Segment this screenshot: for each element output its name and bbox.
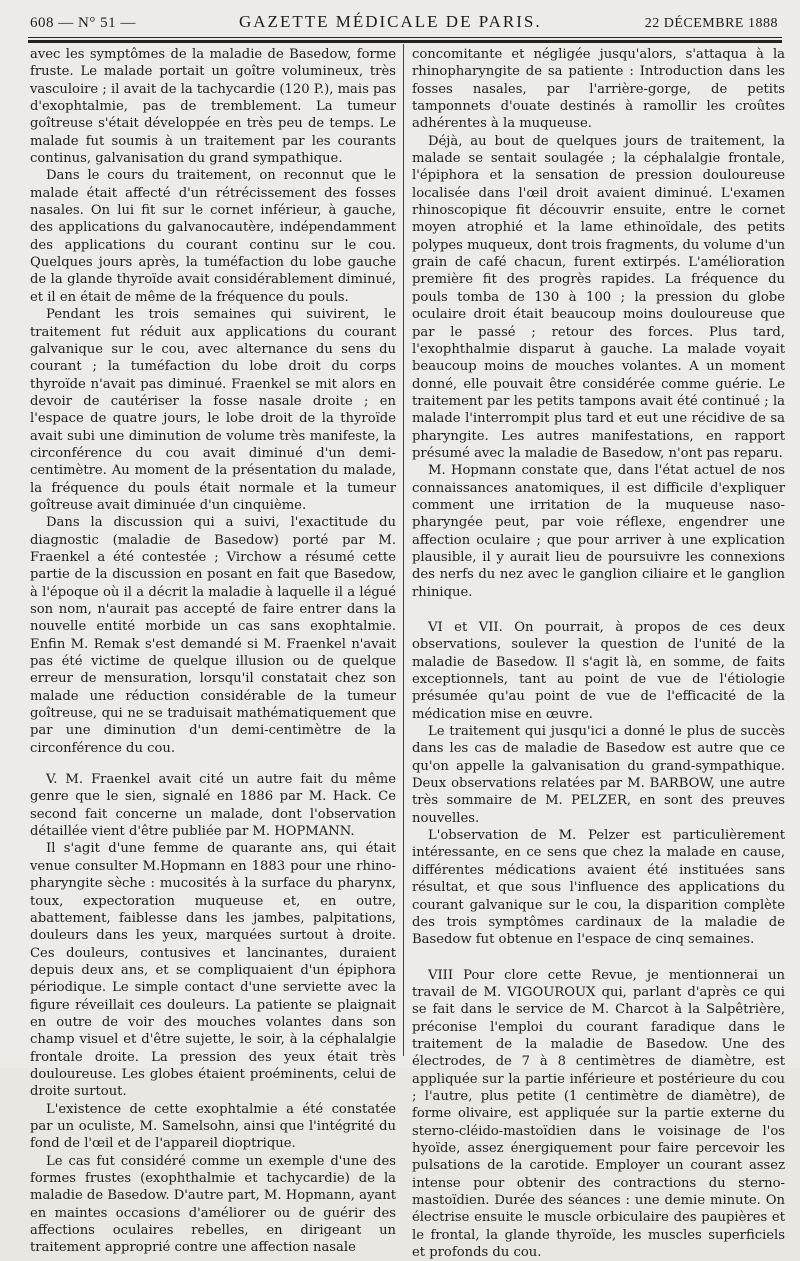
- paragraph: L'observation de M. Pelzer est particulièrement intéressante, en ce sens que chez la malade en cause, différentes médications avaient été instituées sans résultat, et que sous l'influence des applications du courant galvanique sur le cou, la disparition complète des trois symptômes cardinaux de la maladie de Basedow fut obtenue en l'espace de cinq semaines.: [412, 828, 785, 948]
- left-column: [30, 46, 396, 1256]
- header-rule-thick: [28, 40, 782, 43]
- paragraph: VI et VII. On pourrait, à propos de ces deux observations, soulever la question de l'unité de la maladie de Basedow. Il s'agit là, en somme, de faits exceptionnels, tant au point de vue de l'étiologie présumée qu'au point de vue de l'efficacité de la médication mise en œuvre.: [412, 620, 785, 722]
- paragraph: M. Hopmann constate que, dans l'état actuel de nos connaissances anatomiques, il est difficile d'expliquer comment une irritation de la muqueuse naso-pharyngée peut, par voie réflexe, engendrer une affection oculaire ; que pour arriver à une explication plausible, il y aurait lieu de poursuivre les connexions des nerfs du nez avec le ganglion ciliaire et le ganglion rhinique.: [412, 463, 785, 600]
- paragraph: L'existence de cette exophtalmie a été constatée par un oculiste, M. Samelsohn, ainsi que l'intégrité du fond de l'œil et de l'appareil dioptrique.: [30, 1101, 396, 1152]
- header-rule-thin: [28, 37, 782, 38]
- paragraph: Il s'agit d'une femme de quarante ans, qui était venue consulter M.Hopmann en 1883 pour une rhino-pharyngite sèche : mucosités à la surface du pharynx, toux, expectoration muqueuse et, en outre, abattement, faiblesse dans les jambes, palpitations, douleurs dans les yeux, marquées surtout à droite. Ces douleurs, contusives et lancinantes, duraient depuis deux ans, et se compliquaient d'un épiphora périodique. Le simple contact d'une serviette avec la figure réveillait ces douleurs. La patiente se plaignait en outre de voir des mouches volantes dans son champ visuel et d'être sujette, le soir, à la céphalalgie frontale droite. La pression des yeux était très douloureuse. Les globes étaient proéminents, celui de droite surtout.: [30, 841, 396, 1100]
- page-header: [30, 12, 778, 40]
- paragraph: V. M. Fraenkel avait cité un autre fait du même genre que le sien, signalé en 1886 par M. Hack. Ce second fait concerne un malade, dont l'observation détaillée vient d'être publiée par M. HOPMANN.: [30, 772, 396, 840]
- paragraph: Déjà, au bout de quelques jours de traitement, la malade se sentait soulagée ; la céphalalgie frontale, l'épiphora et la sensation de pression douloureuse localisée dans l'œil droit avaient diminué. L'examen rhinoscopique fit découvrir ensuite, entre le cornet moyen atrophié et la lame ethinoïdale, des petits polypes muqueux, dont trois fragments, du volume d'un grain de café chacun, furent extirpés. L'amélioration première fit des progrès rapides. La fréquence du pouls tomba de 130 à 100 ; la pression du globe oculaire droit était beaucoup moins douloureuse que par le passé ; retour des forces. Plus tard, l'exophthalmie disparut à gauche. La malade voyait beaucoup moins de mouches volantes. A un moment donné, elle pouvait être considérée comme guérie. Le traitement par les petits tampons avait été continué ; la malade l'interrompit plus tard et eut une récidive de sa pharyngite. Les autres manifestations, en rapport présumé avec la maladie de Basedow, n'ont pas reparu.: [412, 133, 785, 461]
- issue-date: 22 DÉCEMBRE 1888: [644, 16, 778, 31]
- right-column: [412, 46, 785, 1261]
- paragraph: Le cas fut considéré comme un exemple d'une des formes frustes (exophthalmie et tachycardie) de la maladie de Basedow. D'autre part, M. Hopmann, ayant en maintes occasions d'améliorer ou de guérir des affections oculaires rebelles, en dirigeant un traitement approprié contre une affection nasale: [30, 1153, 396, 1256]
- paragraph: Dans le cours du traitement, on reconnut que le malade était affecté d'un rétrécissement des fosses nasales. On lui fit sur le cornet inférieur, à gauche, des applications du galvanocautère, indépendamment des applications du courant continu sur le cou. Quelques jours après, la tuméfaction du lobe gauche de la glande thyroïde avait considérablement diminué, et il en était de même de la fréquence du pouls.: [30, 168, 396, 305]
- paragraph: avec les symptômes de la maladie de Basedow, forme fruste. Le malade portait un goître volumineux, très vasculoire ; il avait de la tachycardie (120 P.), mais pas d'exophtalmie, pas de tremblement. La tumeur goîtreuse s'était développée en très peu de temps. Le malade fut soumis à un traitement par les courants continus, galvanisation du grand sympathique.: [30, 47, 396, 167]
- paragraph: Dans la discussion qui a suivi, l'exactitude du diagnostic (maladie de Basedow) porté par M. Fraenkel a été contestée ; Virchow a résumé cette partie de la discussion en posant en fait que Basedow, à l'époque où il a décrit la maladie à laquelle il a légué son nom, n'aurait pas accepté de faire entrer dans la nouvelle entité morbide un cas sans exophtalmie. Enfin M. Remak s'est demandé si M. Fraenkel n'avait pas été victime de quelque illusion ou de quelque erreur de mensuration, lorsqu'il constatait chez son malade une réduction considérable de la tumeur goîtreuse, qui ne se traduisait mathématiquement que par une diminution d'un demi-centimètre de la circonférence du cou.: [30, 515, 396, 756]
- paragraph: Le traitement qui jusqu'ici a donné le plus de succès dans les cas de maladie de Basedow est autre que ce qu'on appelle la galvanisation du grand-sympathique. Deux observations relatées par M. BARBOW, une autre très sommaire de M. PELZER, en sont des preuves nouvelles.: [412, 724, 785, 826]
- column-divider: [403, 44, 404, 1056]
- paragraph: concomitante et négligée jusqu'alors, s'attaqua à la rhinopharyngite de sa patiente : Introduction dans les fosses nasales, par l'arrière-gorge, de petits tamponnets d'ouate destinés à ramollir les croûtes adhérentes à la muqueuse.: [412, 47, 785, 132]
- page-number: 608 — N° 51 —: [30, 15, 136, 31]
- paragraph: Pendant les trois semaines qui suivirent, le traitement fut réduit aux applications du courant galvanique sur le cou, avec alternance du sens du courant ; la tuméfaction du lobe droit du corps thyroïde n'avait pas diminué. Fraenkel se mit alors en devoir de cautériser la fosse nasale droite ; en l'espace de quatre jours, le lobe droit de la thyroïde avait subi une diminution de volume très manifeste, la circonférence du cou avait diminué d'un demi-centimètre. Au moment de la présentation du malade, la fréquence du pouls était normale et la tumeur goîtreuse avait diminuée d'un cinquième.: [30, 307, 396, 513]
- paragraph: VIII Pour clore cette Revue, je mentionnerai un travail de M. VIGOUROUX qui, parlant d'après ce qui se fait dans le service de M. Charcot à la Salpêtrière, préconise l'emploi du courant faradique dans le traitement de la maladie de Basedow. Une des électrodes, de 7 à 8 centimètres de diamètre, est appliquée sur la partie inférieure et postérieure du cou ; l'autre, plus petite (1 centimètre de diamètre), de forme olivaire, est appliquée sur la partie externe du sterno-cléido-mastoïdien dans le voisinage de l'os hyoïde, assez énergiquement pour faire percevoir les pulsations de la carotide. Employer un courant assez intense pour obtenir des contractions du sterno-mastoïdien. Durée des séances : une demie minute. On électrise ensuite le muscle orbiculaire des paupières et le frontal, la glande thyroïde, les muscles superficiels et profonds du cou.: [412, 967, 785, 1261]
- journal-title: GAZETTE MÉDICALE DE PARIS.: [239, 12, 542, 31]
